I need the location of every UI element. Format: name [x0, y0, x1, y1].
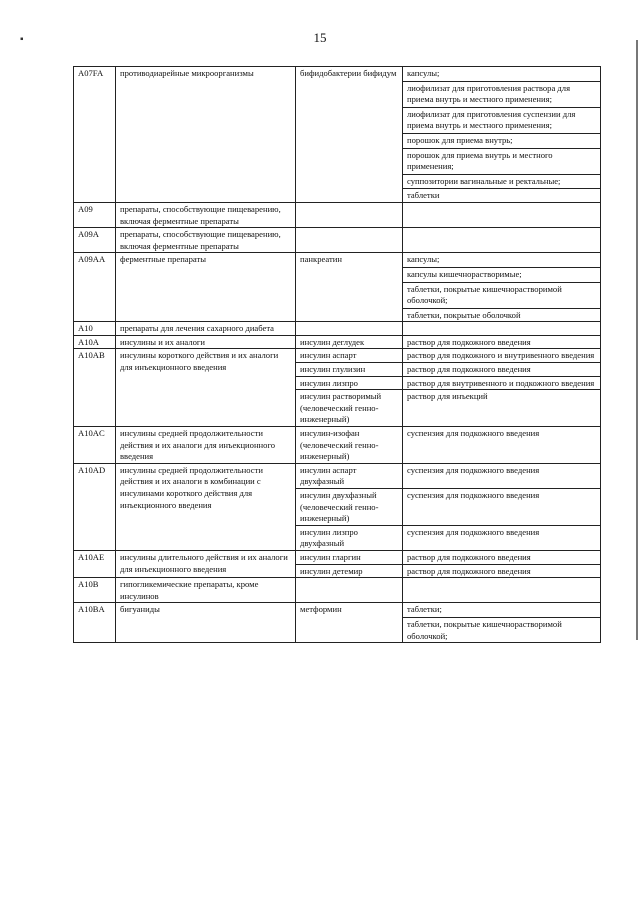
table-row: [74, 550, 601, 564]
pharmacological-group-cell: инсулины короткого действия и их аналоги для инъекционного введения: [116, 349, 296, 427]
drug-name-cell: инсулин детемир: [296, 564, 403, 578]
atc-code-cell: A10AD: [74, 463, 116, 550]
atc-code-cell: A09A: [74, 228, 116, 253]
dosage-form: суспензия для подкожного введения: [407, 526, 540, 537]
dosage-form: порошок для приема внутрь;: [403, 133, 600, 147]
drug-name-cell: [296, 202, 403, 227]
dosage-forms-cell: [403, 67, 601, 203]
dosage-form: суппозитории вагинальные и ректальные;: [403, 174, 600, 188]
table-row: [74, 427, 601, 464]
dosage-forms-cell: [403, 390, 601, 427]
drug-name-cell: метформин: [296, 603, 403, 643]
table-row: [74, 202, 601, 227]
dosage-form: таблетки, покрытые оболочкой: [403, 308, 600, 322]
dosage-forms-cell: [403, 335, 601, 349]
atc-code-cell: A10: [74, 322, 116, 336]
dosage-form: суспензия для подкожного введения: [407, 490, 540, 500]
dosage-forms-cell: [403, 550, 601, 564]
table-body: [74, 67, 601, 643]
dosage-form: лиофилизат для приготовления раствора для приема внутрь и местного применения;: [403, 81, 600, 106]
drug-name-cell: [296, 578, 403, 603]
page-number: 15: [313, 30, 327, 45]
drug-name-cell: инсулин деглудек: [296, 335, 403, 349]
pharmacological-group-cell: бигуаниды: [116, 603, 296, 643]
dosage-form: раствор для инъекций: [407, 391, 488, 402]
atc-code-cell: A09: [74, 202, 116, 227]
dosage-form: раствор для подкожного введения: [407, 336, 531, 347]
dosage-form: раствор для подкожного и внутривенного введения: [407, 350, 595, 361]
drug-name-cell: [296, 228, 403, 253]
dosage-form: порошок для приема внутрь и местного применения;: [403, 148, 600, 173]
scan-mark: ▪: [20, 34, 24, 45]
drug-name-cell: инсулин аспарт: [296, 349, 403, 363]
dosage-form: раствор для подкожного введения: [407, 364, 531, 375]
dosage-form: капсулы кишечнорастворимые;: [403, 267, 600, 281]
table-row: [74, 67, 601, 203]
dosage-form: суспензия для подкожного введения: [407, 428, 540, 439]
dosage-form: таблетки;: [407, 604, 442, 615]
pharmacological-group-cell: инсулины длительного действия и их аналоги для инъекционного введения: [116, 550, 296, 577]
dosage-forms-cell: [403, 525, 601, 550]
atc-code-cell: A10AE: [74, 550, 116, 577]
pharmacological-group-cell: гипогликемические препараты, кроме инсулинов: [116, 578, 296, 603]
table-row: [74, 603, 601, 643]
dosage-forms-cell: [403, 228, 601, 253]
atc-code-cell: A10BA: [74, 603, 116, 643]
pharmacological-group-cell: инсулины средней продолжительности действия и их аналоги в комбинации с инсулинами короткого действия для инъекционного введения: [116, 463, 296, 550]
drug-name-cell: бифидобактерии бифидум: [296, 67, 403, 203]
dosage-form: таблетки: [403, 188, 600, 202]
pharmacological-group-cell: препараты, способствующие пищеварению, включая ферментные препараты: [116, 202, 296, 227]
dosage-form: раствор для подкожного введения: [407, 551, 531, 562]
pharmacological-group-cell: препараты для лечения сахарного диабета: [116, 322, 296, 336]
drug-name-cell: инсулин лизпро двухфазный: [296, 525, 403, 550]
drug-name-cell: инсулин лизпро: [296, 376, 403, 390]
table-row: [74, 463, 601, 488]
table-row: [74, 228, 601, 253]
pharmacological-group-cell: инсулины и их аналоги: [116, 335, 296, 349]
dosage-forms-cell: [403, 322, 601, 336]
drug-name-cell: инсулин аспарт двухфазный: [296, 463, 403, 488]
dosage-forms-cell: [403, 578, 601, 603]
table-row: [74, 349, 601, 363]
dosage-form: таблетки, покрытые кишечнорастворимой оболочкой;: [403, 617, 600, 642]
table-row: [74, 322, 601, 336]
pharmacological-group-cell: препараты, способствующие пищеварению, включая ферментные препараты: [116, 228, 296, 253]
dosage-form: суспензия для подкожного введения: [407, 464, 540, 475]
table-row: [74, 578, 601, 603]
pharmacological-group-cell: противодиарейные микроорганизмы: [116, 67, 296, 203]
dosage-forms-cell: [403, 253, 601, 322]
drug-name-cell: [296, 322, 403, 336]
atc-code-cell: A07FA: [74, 67, 116, 203]
atc-code-cell: A10AB: [74, 349, 116, 427]
page-edge-shadow: [636, 40, 638, 640]
drug-name-cell: панкреатин: [296, 253, 403, 322]
drug-table: [73, 66, 601, 643]
dosage-form: таблетки, покрытые кишечнорастворимой оболочкой;: [403, 282, 600, 307]
drug-name-cell: инсулин двухфазный (человеческий генно-инженерный): [296, 489, 403, 526]
dosage-form: раствор для внутривенного и подкожного введения: [407, 377, 595, 388]
drug-name-cell: инсулин гларгин: [296, 550, 403, 564]
drug-name-cell: инсулин-изофан (человеческий генно-инженерный): [296, 427, 403, 464]
dosage-form: раствор для подкожного введения: [407, 565, 531, 576]
dosage-form: лиофилизат для приготовления суспензии для приема внутрь и местного применения;: [403, 107, 600, 132]
atc-code-cell: A10A: [74, 335, 116, 349]
drug-name-cell: инсулин глулизин: [296, 363, 403, 377]
dosage-forms-cell: [403, 363, 601, 377]
dosage-form: капсулы;: [407, 68, 440, 78]
atc-code-cell: A09AA: [74, 253, 116, 322]
table-row: [74, 335, 601, 349]
dosage-forms-cell: [403, 603, 601, 643]
dosage-forms-cell: [403, 202, 601, 227]
pharmacological-group-cell: ферментные препараты: [116, 253, 296, 322]
drug-name-cell: инсулин растворимый (человеческий генно-инженерный): [296, 390, 403, 427]
atc-code-cell: A10B: [74, 578, 116, 603]
dosage-forms-cell: [403, 564, 601, 578]
dosage-forms-cell: [403, 349, 601, 363]
dosage-forms-cell: [403, 463, 601, 488]
dosage-forms-cell: [403, 376, 601, 390]
dosage-form: капсулы;: [407, 254, 440, 265]
dosage-forms-cell: [403, 489, 601, 526]
atc-code-cell: A10AC: [74, 427, 116, 464]
table-row: [74, 253, 601, 322]
pharmacological-group-cell: инсулины средней продолжительности действия и их аналоги для инъекционного введения: [116, 427, 296, 464]
dosage-forms-cell: [403, 427, 601, 464]
